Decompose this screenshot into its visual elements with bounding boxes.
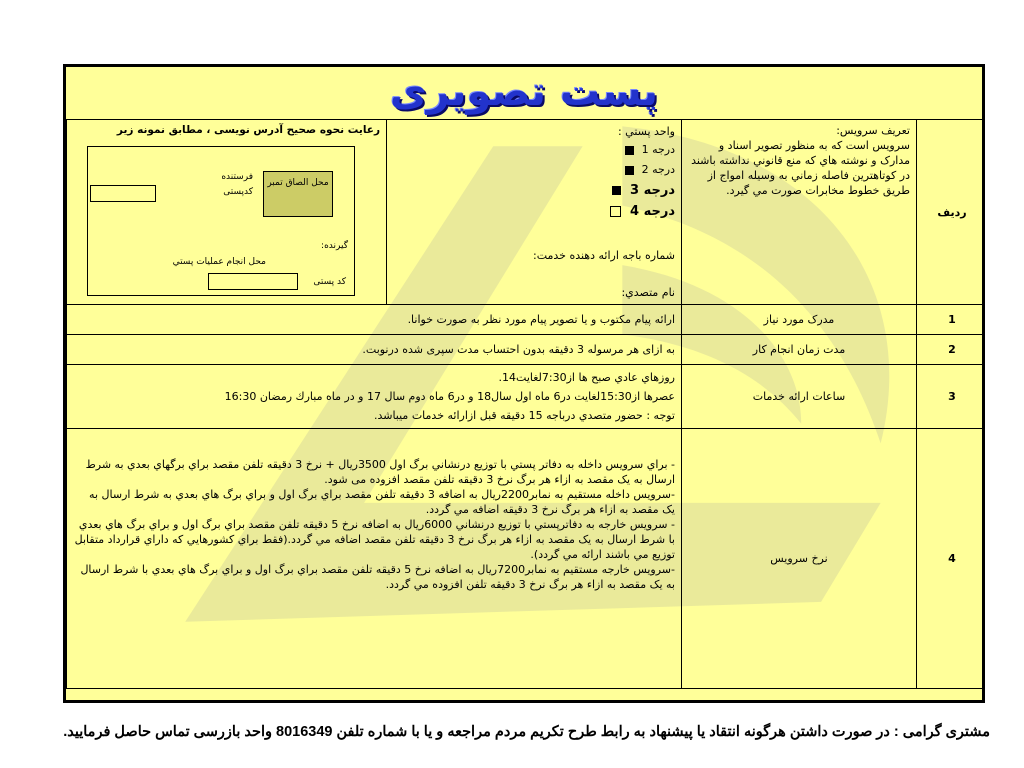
grade-label: درجه 3 (630, 183, 675, 198)
table-row (67, 429, 986, 689)
page-title: پست تصویری (389, 69, 659, 115)
officer-label: نام متصدي: (621, 286, 675, 299)
row-number: 1 (917, 305, 986, 335)
row-label: مدرک مورد نياز (682, 305, 917, 335)
row-number: 3 (917, 365, 986, 429)
row-line: روزهاي عادي صبح ها از7:30لغايت14. (498, 371, 675, 384)
units-cell (387, 120, 682, 305)
row-line: -سرويس داخله مستقيم به نمابر2200ريال به اضافه 3 دقيقه تلفن مقصد براي برگ اول و براي برگ هاي بعدي به شرط ارسال به يک مقصد به ازاء هر برگ نرخ 3 دقيقه اضافه مي گردد. (89, 488, 675, 516)
table-row (67, 305, 986, 335)
row-text (67, 429, 682, 689)
row-line: ارائه پيام مکتوب و يا تصوير پيام مورد نظر به صورت خوانا. (407, 313, 675, 326)
grade-2 (393, 160, 675, 180)
grade-label: درجه 1 (641, 143, 675, 156)
stamp-area: محل الصاق تمبر (263, 171, 333, 217)
row-line: توجه : حضور متصدي درباجه 15 دقيقه قبل ازارائه خدمات ميباشد. (373, 409, 675, 422)
header-row (67, 120, 986, 305)
row-line: -سرويس خارجه مستقيم به نمابر7200ريال به اضافه نرخ 5 دقيقه تلفن مقصد براي برگ اول و براي برگ هاي بعدي با شرط ارسال به يک مقصد به ازاء هر برگ نرخ 3 دقيقه تلفن افزوده مي گردد. (80, 563, 675, 591)
row-number: 4 (917, 429, 986, 689)
customer-notice: مشتری گرامی : در صورت داشتن هرگونه انتقاد یا پیشنهاد به رابط طرح تکریم مردم مراجعه و یا با شماره تلفن 8016349 واحد بازرسی تماس حاصل فرمایید. (63, 724, 990, 740)
empty-box-icon (610, 206, 621, 217)
address-sample-cell (67, 120, 387, 305)
ops-label: محل انجام عمليات پستي (172, 257, 266, 267)
row-text (67, 305, 682, 335)
service-table (66, 119, 985, 689)
definition-text: سرويس است که به منظور تصوير اسناد و مدارک و نوشته هاي که منع قانوني نداشته باشند در کوتاهترين فاصله زماني به وسيله امواج از طريق خطوط مخابرات صورت مي گيرد. (691, 139, 910, 197)
table-row (67, 335, 986, 365)
postcode-label: کد پستی (313, 277, 346, 287)
service-card (63, 64, 985, 703)
recipient-label: گيرنده: (321, 241, 348, 251)
row-line: به ازای هر مرسوله 3 دقيقه بدون احتساب مدت سپری شده درنوبت. (362, 343, 675, 356)
row-label: رديف (937, 205, 967, 219)
grade-3 (393, 180, 675, 201)
envelope-sample (87, 146, 355, 296)
postcode-box (208, 273, 298, 290)
checked-box-icon (612, 186, 621, 195)
definition-cell (682, 120, 917, 305)
sender-label: فرستنده (221, 172, 253, 182)
row-label: نرخ سرويس (682, 429, 917, 689)
row-text (67, 365, 682, 429)
row-number: 2 (917, 335, 986, 365)
grade-4 (393, 201, 675, 222)
row-line: - براي سرويس داخله به دفاتر پستي با توزيع درنشاني برگ اول 3500ريال + نرخ 3 دقيقه تلفن مقصد براي برگهاي بعدي به شرط ارسال به يک مقصد به ازاء هر برگ نرخ 3 دقيقه تلفن مقصد افزوده می شود. (85, 458, 675, 486)
units-title: واحد پستي : (617, 125, 675, 138)
row-label: مدت زمان انجام کار (682, 335, 917, 365)
table-row (67, 365, 986, 429)
row-number-header (917, 120, 986, 305)
checked-box-icon (625, 146, 634, 155)
grade-label: درجه 4 (630, 204, 675, 219)
row-line: - سرويس خارجه به دفاترپستي با توزيع درنشاني 6000ريال به اضافه نرخ 5 دقيقه تلفن مقصد براي برگ اول و براي برگ هاي بعدي با شرط ارسال به يک مقصد به ازاء هر برگ نرخ 3 دقيقه تلفن مقصد اضافه مي گردد.(فقط براي كشورهايي كه داراي قرارداد متقابل توزيع مي باشند ارائه مي گردد). (74, 518, 675, 561)
row-line: عصرها از15:30لغايت در6 ماه اول سال18 و در6 ماه دوم سال 17 و در ماه مبارك رمضان 16:30 (224, 390, 675, 403)
sender-postcode-box (90, 185, 156, 202)
address-sample-title: رعايت نحوه صحيح آدرس نويسی ، مطابق نمونه زير (116, 124, 380, 136)
counter-label: شماره باجه ارائه دهنده خدمت: (532, 249, 675, 262)
checked-box-icon (625, 166, 634, 175)
row-label: ساعات ارائه خدمات (682, 365, 917, 429)
sender-postcode-label: كدپستی (223, 187, 253, 197)
row-text (67, 335, 682, 365)
grade-1 (393, 140, 675, 160)
grade-label: درجه 2 (641, 163, 675, 176)
definition-title: تعريف سرويس: (836, 124, 910, 137)
